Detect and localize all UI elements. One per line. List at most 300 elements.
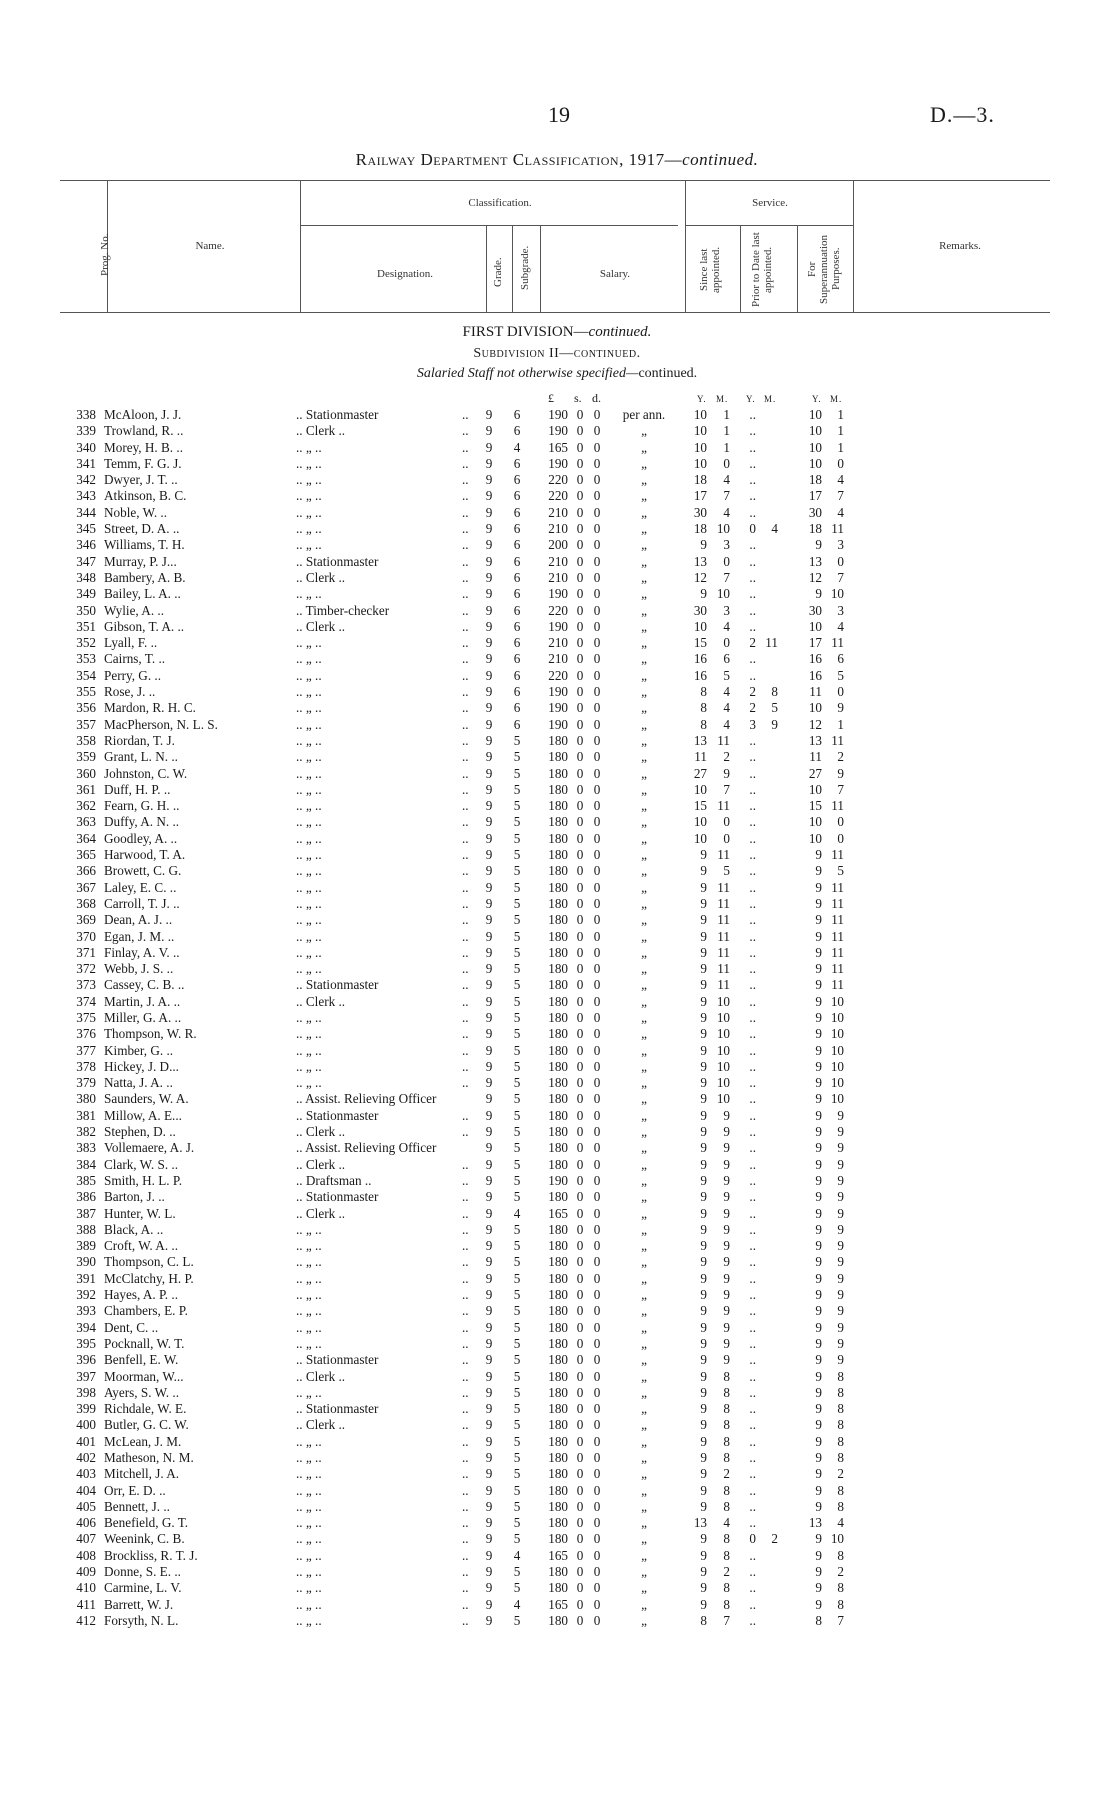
subgrade: 6 <box>513 716 521 732</box>
super-years: 13 <box>808 732 822 748</box>
grade: 9 <box>485 1058 493 1074</box>
salary-pence: 0 <box>593 618 601 634</box>
salary-period: „ <box>641 472 647 488</box>
salary-shillings: 0 <box>576 472 584 488</box>
salary-period: „ <box>641 993 647 1009</box>
prog-no: 374 <box>76 993 96 1009</box>
staff-name: McLean, J. M. <box>104 1433 182 1449</box>
super-years: 16 <box>808 651 822 667</box>
since-years: 8 <box>700 684 707 700</box>
salary-period: „ <box>641 439 647 455</box>
col-divider <box>486 225 487 312</box>
staff-name: Bambery, A. B. <box>104 569 186 585</box>
grade: 9 <box>485 814 493 830</box>
grade: 9 <box>485 961 493 977</box>
table-row <box>0 912 1114 928</box>
prog-no: 399 <box>76 1401 96 1417</box>
staff-name: Riordan, T. J. <box>104 732 175 748</box>
super-years: 9 <box>815 1433 822 1449</box>
prog-no: 371 <box>76 944 96 960</box>
table-row <box>0 1173 1114 1189</box>
salary-period: „ <box>641 1254 647 1270</box>
staff-name: Thompson, C. L. <box>104 1254 194 1270</box>
prior-years: .. <box>749 977 756 993</box>
staff-name: Dean, A. J. .. <box>104 912 173 928</box>
super-months: 4 <box>837 504 844 520</box>
super-months: 8 <box>837 1547 844 1563</box>
designation: .. „ .. <box>296 667 322 683</box>
salary-pounds: 210 <box>548 569 568 585</box>
salary-shillings: 0 <box>576 407 584 422</box>
salary-pounds: 210 <box>548 651 568 667</box>
salary-shillings: 0 <box>576 1205 584 1221</box>
grade: 9 <box>485 1433 493 1449</box>
salary-period: „ <box>641 569 647 585</box>
prog-no: 390 <box>76 1254 96 1270</box>
header-prog-no: Prog. No. <box>99 233 111 277</box>
super-years: 9 <box>815 1058 822 1074</box>
grade: 9 <box>485 993 493 1009</box>
leader-dots: .. <box>462 879 469 895</box>
super-months: 0 <box>837 814 844 830</box>
salary-pounds: 220 <box>548 602 568 618</box>
table-row <box>0 1254 1114 1270</box>
salary-pounds: 180 <box>548 961 568 977</box>
salary-shillings: 0 <box>576 781 584 797</box>
unit-years: Y. <box>697 394 707 404</box>
table-row <box>0 831 1114 847</box>
grade: 9 <box>485 1401 493 1417</box>
since-months: 8 <box>723 1450 730 1465</box>
leader-dots: .. <box>462 732 469 748</box>
since-months: 11 <box>717 879 730 895</box>
leader-dots: .. <box>462 1058 469 1074</box>
grade: 9 <box>485 488 493 504</box>
subgrade: 5 <box>513 1107 521 1123</box>
designation: .. „ .. <box>296 1319 322 1335</box>
grade: 9 <box>485 1564 493 1580</box>
salary-pounds: 180 <box>548 830 568 846</box>
salary-pounds: 180 <box>548 1124 568 1140</box>
table-row <box>0 1157 1114 1173</box>
header-subgrade: Subgrade. <box>519 245 531 291</box>
since-years: 9 <box>700 1319 707 1335</box>
salary-shillings: 0 <box>576 1612 584 1628</box>
since-years: 9 <box>700 1042 707 1058</box>
salary-period: „ <box>641 1140 647 1156</box>
leader-dots: .. <box>462 1303 469 1319</box>
prior-years: .. <box>749 586 756 602</box>
super-years: 9 <box>815 1564 822 1580</box>
prog-no: 341 <box>76 455 96 471</box>
salary-shillings: 0 <box>576 1287 584 1303</box>
salary-pounds: 180 <box>548 1384 568 1400</box>
page-title <box>0 150 1114 170</box>
super-years: 10 <box>808 407 822 422</box>
grade: 9 <box>485 1042 493 1058</box>
salary-pounds: 180 <box>548 1564 568 1580</box>
super-months: 11 <box>831 895 844 911</box>
super-years: 8 <box>815 1612 822 1628</box>
grade: 9 <box>485 749 493 765</box>
since-months: 8 <box>723 1417 730 1433</box>
leader-dots: .. <box>462 1531 469 1547</box>
super-years: 9 <box>815 895 822 911</box>
service-rule <box>685 225 853 226</box>
salary-shillings: 0 <box>576 1547 584 1563</box>
salary-pounds: 180 <box>548 1156 568 1172</box>
salary-pence: 0 <box>593 1042 601 1058</box>
prog-no: 343 <box>76 488 96 504</box>
salary-period: „ <box>641 1531 647 1547</box>
designation: .. „ .. <box>296 1287 322 1303</box>
salary-pounds: 180 <box>548 1026 568 1042</box>
salary-period: „ <box>641 667 647 683</box>
staff-name: Vollemaere, A. J. <box>104 1140 195 1156</box>
salary-shillings: 0 <box>576 537 584 553</box>
prog-no: 382 <box>76 1124 96 1140</box>
prog-no: 355 <box>76 684 96 700</box>
grade: 9 <box>485 879 493 895</box>
col-divider <box>853 180 854 312</box>
table-row <box>0 407 1114 423</box>
salary-pounds: 180 <box>548 1303 568 1319</box>
subgrade: 6 <box>513 700 521 716</box>
designation: .. Timber-checker <box>296 602 390 618</box>
since-months: 1 <box>723 407 730 422</box>
salary-period: „ <box>641 700 647 716</box>
salary-pence: 0 <box>593 407 601 422</box>
since-months: 8 <box>723 1482 730 1498</box>
super-months: 8 <box>837 1384 844 1400</box>
salary-shillings: 0 <box>576 814 584 830</box>
since-years: 9 <box>700 993 707 1009</box>
table-row <box>0 782 1114 798</box>
designation: .. „ .. <box>296 635 322 651</box>
subgrade: 5 <box>513 1384 521 1400</box>
leader-dots: .. <box>462 895 469 911</box>
super-months: 9 <box>837 1352 844 1368</box>
super-months: 9 <box>837 1205 844 1221</box>
table-row <box>0 603 1114 619</box>
leader-dots: .. <box>462 1205 469 1221</box>
division-heading <box>0 324 1114 341</box>
super-years: 10 <box>808 700 822 716</box>
prog-no: 376 <box>76 1026 96 1042</box>
salary-period: „ <box>641 602 647 618</box>
since-months: 2 <box>723 1564 730 1580</box>
staff-heading <box>0 366 1114 382</box>
staff-name: Natta, J. A. .. <box>104 1075 173 1091</box>
super-months: 1 <box>837 716 844 732</box>
super-months: 9 <box>837 1287 844 1303</box>
staff-table-body <box>0 407 1114 1629</box>
super-years: 9 <box>815 537 822 553</box>
salary-period: „ <box>641 1156 647 1172</box>
super-years: 9 <box>815 1075 822 1091</box>
prog-no: 393 <box>76 1303 96 1319</box>
leader-dots: .. <box>462 798 469 814</box>
table-row <box>0 668 1114 684</box>
since-months: 9 <box>723 1319 730 1335</box>
grade: 9 <box>485 635 493 651</box>
salary-pence: 0 <box>593 1270 601 1286</box>
subgrade: 6 <box>513 651 521 667</box>
prog-no: 404 <box>76 1482 96 1498</box>
salary-pounds: 190 <box>548 423 568 439</box>
prog-no: 385 <box>76 1172 96 1188</box>
subgrade: 5 <box>513 814 521 830</box>
super-months: 11 <box>831 928 844 944</box>
salary-period: „ <box>641 1450 647 1465</box>
prior-years: 0 <box>749 521 756 537</box>
since-months: 11 <box>717 928 730 944</box>
leader-dots: .. <box>462 944 469 960</box>
designation: .. Clerk .. <box>296 1205 346 1221</box>
salary-period: „ <box>641 504 647 520</box>
since-months: 0 <box>723 814 730 830</box>
subgrade: 6 <box>513 407 521 422</box>
salary-shillings: 0 <box>576 716 584 732</box>
salary-pence: 0 <box>593 423 601 439</box>
designation: .. Stationmaster <box>296 1352 379 1368</box>
prog-no: 347 <box>76 553 96 569</box>
designation: .. „ .. <box>296 488 322 504</box>
since-months: 6 <box>723 651 730 667</box>
designation: .. „ .. <box>296 1580 322 1596</box>
prior-years: .. <box>749 1156 756 1172</box>
salary-pence: 0 <box>593 847 601 863</box>
since-years: 9 <box>700 1384 707 1400</box>
subgrade: 5 <box>513 1498 521 1514</box>
since-years: 15 <box>693 798 707 814</box>
header-service: Service. <box>752 197 788 209</box>
salary-pounds: 165 <box>548 1596 568 1612</box>
leader-dots: .. <box>462 1547 469 1563</box>
salary-pence: 0 <box>593 732 601 748</box>
since-months: 0 <box>723 830 730 846</box>
salary-shillings: 0 <box>576 1221 584 1237</box>
salary-shillings: 0 <box>576 1564 584 1580</box>
since-years: 9 <box>700 1335 707 1351</box>
table-row <box>0 1531 1114 1547</box>
since-years: 30 <box>693 504 707 520</box>
since-years: 9 <box>700 1287 707 1303</box>
designation: .. Stationmaster <box>296 1401 379 1417</box>
staff-name: Perry, G. .. <box>104 667 162 683</box>
salary-pence: 0 <box>593 569 601 585</box>
since-months: 8 <box>723 1547 730 1563</box>
super-months: 9 <box>837 1189 844 1205</box>
prog-no: 391 <box>76 1270 96 1286</box>
salary-shillings: 0 <box>576 1498 584 1514</box>
super-years: 10 <box>808 814 822 830</box>
salary-pounds: 190 <box>548 716 568 732</box>
staff-name: Bailey, L. A. .. <box>104 586 181 602</box>
salary-pence: 0 <box>593 961 601 977</box>
salary-period: „ <box>641 553 647 569</box>
salary-shillings: 0 <box>576 618 584 634</box>
prior-years: .. <box>749 1547 756 1563</box>
staff-name: Miller, G. A. .. <box>104 1009 182 1025</box>
salary-period: „ <box>641 1303 647 1319</box>
prior-years: .. <box>749 814 756 830</box>
grade: 9 <box>485 1450 493 1465</box>
prog-no: 349 <box>76 586 96 602</box>
salary-pounds: 180 <box>548 1058 568 1074</box>
staff-name: Rose, J. .. <box>104 684 156 700</box>
salary-pounds: 180 <box>548 1401 568 1417</box>
table-row <box>0 798 1114 814</box>
leader-dots: .. <box>462 1564 469 1580</box>
designation: .. „ .. <box>296 1482 322 1498</box>
designation: .. „ .. <box>296 1498 322 1514</box>
col-divider <box>512 225 513 312</box>
since-months: 4 <box>723 700 730 716</box>
since-months: 9 <box>723 1221 730 1237</box>
prior-years: .. <box>749 1091 756 1107</box>
salary-pence: 0 <box>593 765 601 781</box>
prior-years: .. <box>749 961 756 977</box>
prior-years: .. <box>749 928 756 944</box>
since-years: 9 <box>700 1238 707 1254</box>
prior-years: .. <box>749 847 756 863</box>
table-row <box>0 880 1114 896</box>
designation: .. Clerk .. <box>296 569 346 585</box>
super-months: 9 <box>837 1319 844 1335</box>
prog-no: 412 <box>76 1612 96 1628</box>
salary-shillings: 0 <box>576 1091 584 1107</box>
super-months: 3 <box>837 537 844 553</box>
salary-shillings: 0 <box>576 1482 584 1498</box>
table-row <box>0 1450 1114 1466</box>
since-months: 11 <box>717 944 730 960</box>
since-years: 9 <box>700 895 707 911</box>
super-years: 9 <box>815 1140 822 1156</box>
designation: .. „ .. <box>296 1450 322 1465</box>
subgrade: 5 <box>513 993 521 1009</box>
super-years: 9 <box>815 1172 822 1188</box>
prog-no: 394 <box>76 1319 96 1335</box>
staff-name: Donne, S. E. .. <box>104 1564 181 1580</box>
subgrade: 5 <box>513 1124 521 1140</box>
salary-period: „ <box>641 1482 647 1498</box>
since-years: 27 <box>693 765 707 781</box>
since-months: 9 <box>723 1335 730 1351</box>
subgrade: 5 <box>513 1042 521 1058</box>
since-months: 9 <box>723 1303 730 1319</box>
super-months: 10 <box>830 586 844 602</box>
leader-dots: .. <box>462 1368 469 1384</box>
prior-months: 5 <box>771 700 778 716</box>
since-months: 4 <box>723 504 730 520</box>
salary-shillings: 0 <box>576 569 584 585</box>
designation: .. Clerk .. <box>296 993 346 1009</box>
prior-years: .. <box>749 488 756 504</box>
table-row <box>0 554 1114 570</box>
designation: .. „ .. <box>296 732 322 748</box>
salary-period: „ <box>641 1205 647 1221</box>
salary-period: „ <box>641 1058 647 1074</box>
designation: .. „ .. <box>296 537 322 553</box>
salary-shillings: 0 <box>576 1531 584 1547</box>
super-years: 9 <box>815 1254 822 1270</box>
staff-name: Clark, W. S. .. <box>104 1156 179 1172</box>
salary-period: „ <box>641 732 647 748</box>
salary-pence: 0 <box>593 1303 601 1319</box>
salary-pounds: 180 <box>548 1189 568 1205</box>
staff-name: McClatchy, H. P. <box>104 1270 194 1286</box>
table-row <box>0 1287 1114 1303</box>
salary-period: „ <box>641 537 647 553</box>
subgrade: 5 <box>513 1221 521 1237</box>
designation: .. „ .. <box>296 895 322 911</box>
super-months: 6 <box>837 651 844 667</box>
super-months: 9 <box>837 1335 844 1351</box>
salary-period: „ <box>641 944 647 960</box>
super-months: 9 <box>837 765 844 781</box>
since-years: 9 <box>700 1352 707 1368</box>
subgrade: 5 <box>513 1466 521 1482</box>
table-row <box>0 537 1114 553</box>
since-months: 5 <box>723 863 730 879</box>
salary-period: „ <box>641 1221 647 1237</box>
salary-period: „ <box>641 716 647 732</box>
prior-years: .. <box>749 1221 756 1237</box>
prog-no: 380 <box>76 1091 96 1107</box>
salary-pounds: 180 <box>548 1287 568 1303</box>
salary-shillings: 0 <box>576 1596 584 1612</box>
prior-years: .. <box>749 1401 756 1417</box>
staff-name: Egan, J. M. .. <box>104 928 175 944</box>
table-row <box>0 423 1114 439</box>
since-years: 13 <box>693 553 707 569</box>
salary-shillings: 0 <box>576 1238 584 1254</box>
salary-shillings: 0 <box>576 439 584 455</box>
since-years: 9 <box>700 879 707 895</box>
prior-years: .. <box>749 407 756 422</box>
leader-dots: .. <box>462 651 469 667</box>
super-months: 8 <box>837 1498 844 1514</box>
staff-name: Saunders, W. A. <box>104 1091 189 1107</box>
since-years: 11 <box>694 749 707 765</box>
prog-no: 408 <box>76 1547 96 1563</box>
staff-name: Trowland, R. .. <box>104 423 184 439</box>
super-months: 9 <box>837 1124 844 1140</box>
since-years: 9 <box>700 1172 707 1188</box>
leader-dots: .. <box>462 749 469 765</box>
salary-pounds: 180 <box>548 1075 568 1091</box>
subgrade: 5 <box>513 912 521 928</box>
subgrade: 5 <box>513 944 521 960</box>
salary-pence: 0 <box>593 1075 601 1091</box>
since-months: 3 <box>723 602 730 618</box>
subgrade: 5 <box>513 781 521 797</box>
salary-shillings: 0 <box>576 1384 584 1400</box>
salary-pounds: 210 <box>548 521 568 537</box>
prior-years: .. <box>749 944 756 960</box>
since-years: 9 <box>700 1026 707 1042</box>
leader-dots: .. <box>462 993 469 1009</box>
staff-name: Cairns, T. .. <box>104 651 166 667</box>
salary-shillings: 0 <box>576 1450 584 1465</box>
prog-no: 368 <box>76 895 96 911</box>
designation: .. „ .. <box>296 1515 322 1531</box>
salary-pence: 0 <box>593 1433 601 1449</box>
leader-dots: .. <box>462 1156 469 1172</box>
leader-dots: .. <box>462 830 469 846</box>
salary-pounds: 210 <box>548 553 568 569</box>
